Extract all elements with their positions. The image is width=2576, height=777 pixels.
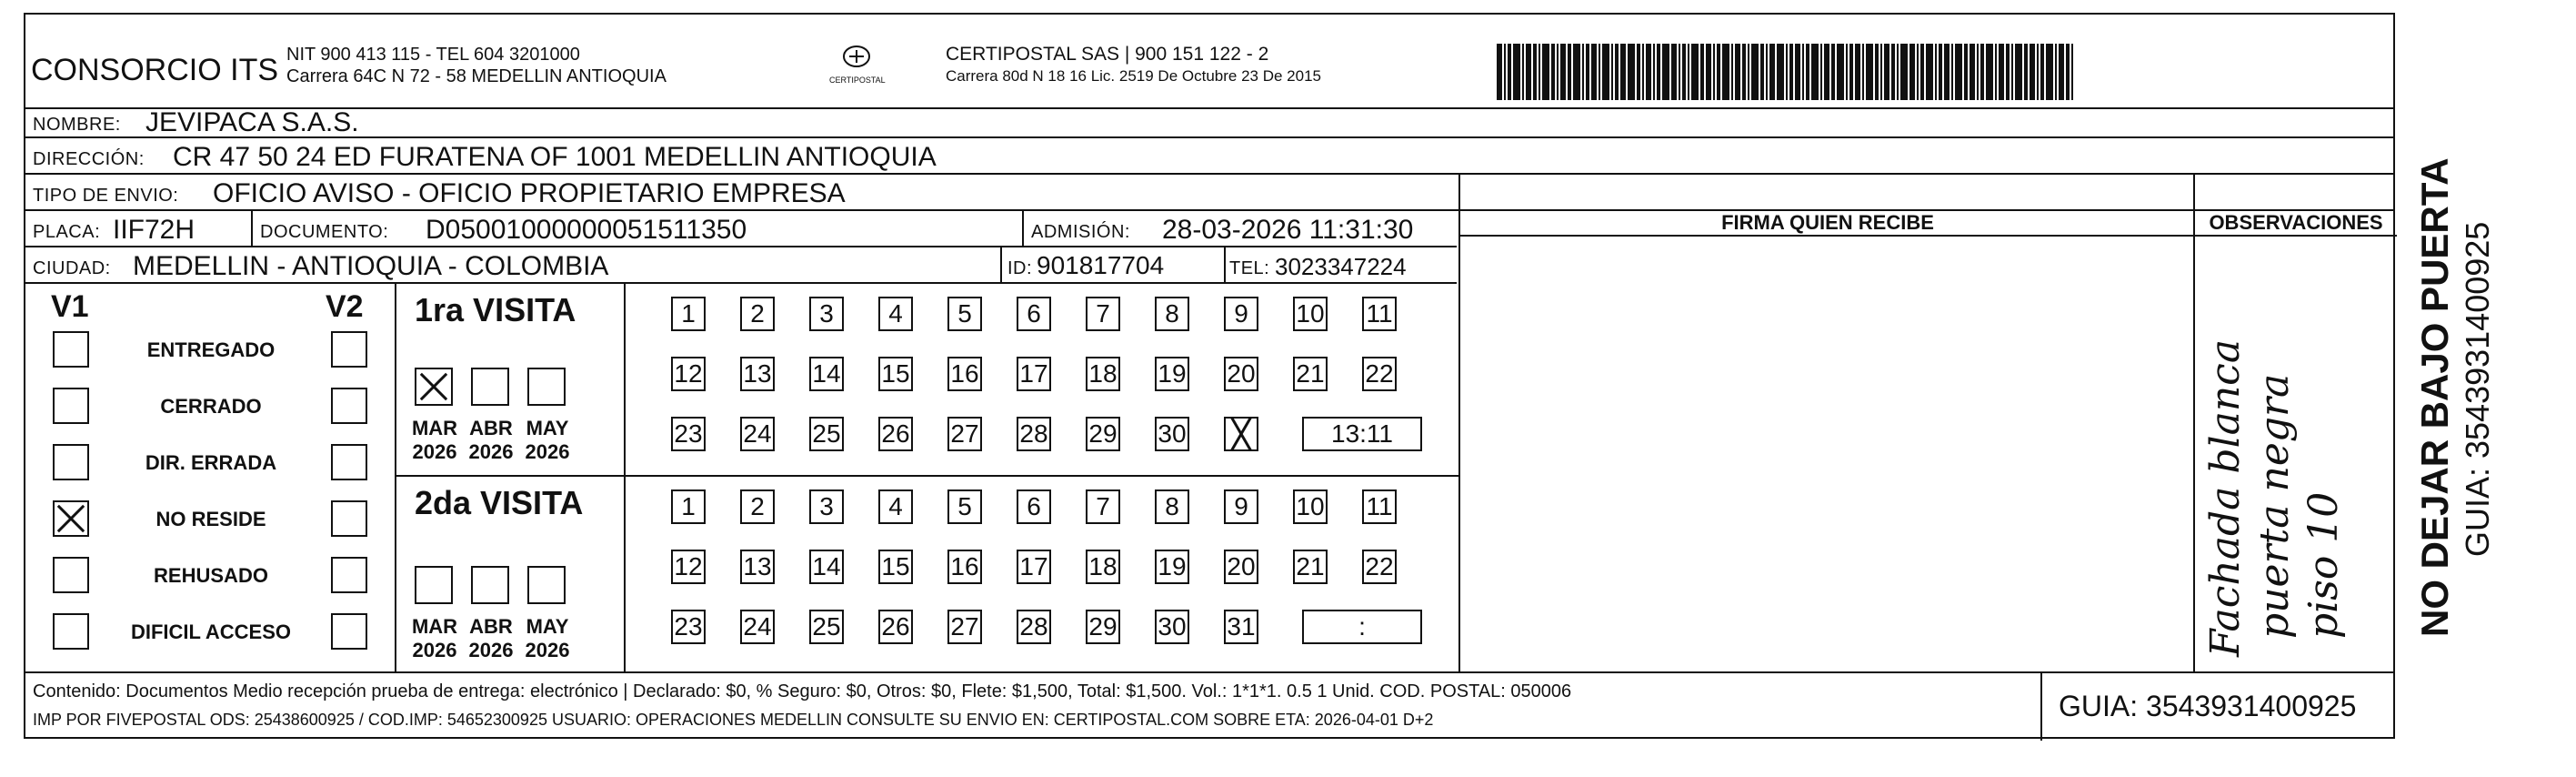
day-box[interactable]: 14 xyxy=(809,357,844,391)
day-box[interactable]: 6 xyxy=(1017,489,1051,524)
barcode-bar xyxy=(1646,44,1651,100)
month-year: 2026 xyxy=(412,639,457,661)
placa-label: PLACA: xyxy=(33,222,101,242)
barcode-bar xyxy=(1722,44,1729,100)
barcode-bar xyxy=(1862,44,1864,100)
month-name: ABR xyxy=(469,417,513,439)
status-v1-checkbox[interactable] xyxy=(53,388,89,424)
day-box[interactable]: 4 xyxy=(878,489,913,524)
status-v1-checkbox[interactable] xyxy=(53,613,89,650)
barcode-bar xyxy=(1620,44,1626,100)
day-box[interactable]: 9 xyxy=(1224,489,1258,524)
barcode-bar xyxy=(1751,44,1759,100)
day-box[interactable]: 16 xyxy=(947,550,982,584)
nombre-value: JEVIPACA S.A.S. xyxy=(145,107,359,137)
month-name: ABR xyxy=(469,615,513,638)
day-box[interactable]: 16 xyxy=(947,357,982,391)
day-box[interactable]: 6 xyxy=(1017,297,1051,331)
month-name: MAY xyxy=(526,615,569,638)
observation-handwriting-1: Fachada blanca xyxy=(2202,338,2249,657)
barcode-bar xyxy=(1802,44,1804,100)
status-block xyxy=(25,284,396,671)
footer-line-2: IMP POR FIVEPOSTAL ODS: 25438600925 / COD.IMP: 54652300925 USUARIO: OPERACIONES MEDELLIN CONSULTE SU ENVIO EN: CERTIPOSTAL.COM SOBRE ETA: 2026-04-01 D+2 xyxy=(33,711,1434,729)
barcode-bar xyxy=(1628,44,1635,100)
status-label: NO RESIDE xyxy=(155,508,266,530)
day-box[interactable]: 15 xyxy=(878,357,913,391)
day-box[interactable] xyxy=(1224,417,1258,451)
day-box[interactable]: 22 xyxy=(1362,357,1397,391)
barcode-bar xyxy=(1582,44,1584,100)
barcode-bar xyxy=(1995,44,1997,100)
month-label xyxy=(464,615,518,662)
ciudad-label: CIUDAD: xyxy=(33,258,111,278)
carrier-line-2: Carrera 80d N 18 16 Lic. 2519 De Octubre 23 De 2015 xyxy=(946,67,1321,85)
documento-label: DOCUMENTO: xyxy=(260,222,389,242)
footer xyxy=(25,671,2395,739)
day-box[interactable]: 28 xyxy=(1017,417,1051,451)
barcode-bar xyxy=(1926,44,1933,100)
barcode-bar xyxy=(1837,44,1844,100)
barcode-bar xyxy=(1504,44,1506,100)
day-box[interactable]: 27 xyxy=(947,417,982,451)
month-year: 2026 xyxy=(412,440,457,463)
nombre-row xyxy=(25,107,2395,138)
barcode-bar xyxy=(1766,44,1768,100)
v1-label: V1 xyxy=(51,289,89,324)
day-box[interactable]: 10 xyxy=(1293,297,1328,331)
observaciones-header: OBSERVACIONES xyxy=(2209,211,2383,234)
month-checkbox[interactable] xyxy=(415,368,453,406)
barcode-bar xyxy=(1891,44,1895,100)
barcode-bar xyxy=(1777,44,1784,100)
barcode-bar xyxy=(1602,44,1609,100)
barcode-bar xyxy=(2071,44,2073,100)
day-box[interactable]: 22 xyxy=(1362,550,1397,584)
barcode-bar xyxy=(1980,44,1984,100)
id-label: ID: xyxy=(1007,258,1033,278)
barcode-bar xyxy=(1977,44,1979,100)
barcode-bar xyxy=(1522,44,1524,100)
month-name: MAR xyxy=(411,615,458,638)
day-box[interactable]: 2 xyxy=(740,489,775,524)
barcode-bar xyxy=(1637,44,1640,100)
barcode-bar xyxy=(1539,44,1540,100)
first-visit-title: 1ra VISITA xyxy=(415,291,576,328)
barcode-bar xyxy=(1599,44,1600,100)
month-year: 2026 xyxy=(468,440,514,463)
month-label xyxy=(464,417,518,464)
barcode-bar xyxy=(2055,44,2057,100)
day-box[interactable]: 19 xyxy=(1155,550,1189,584)
barcode-bar xyxy=(1591,44,1597,100)
barcode-bar xyxy=(1811,44,1819,100)
barcode-bar xyxy=(1951,44,1953,100)
barcode xyxy=(1497,44,2224,100)
visit-time-box[interactable]: : xyxy=(1302,610,1422,644)
admision-value: 28-03-2026 11:31:30 xyxy=(1162,215,1414,245)
barcode-bar xyxy=(1999,44,2004,100)
barcode-bar xyxy=(1542,44,1549,100)
barcode-bar xyxy=(1900,44,1908,100)
company-info xyxy=(286,44,667,87)
barcode-bar xyxy=(1986,44,1993,100)
footer-line-1: Contenido: Documentos Medio recepción prueba de entrega: electrónico | Declarado: $0, % Seguro: $0, Otros: $0, Flete: $1,500, Total: $1,500. Vol.: 1*1*1. 0.5 1 Unid. COD. POSTAL: 050006 xyxy=(33,681,1572,701)
barcode-bar xyxy=(1849,44,1853,100)
day-box[interactable]: 29 xyxy=(1086,417,1120,451)
barcode-bar xyxy=(1671,44,1677,100)
barcode-bar xyxy=(1820,44,1822,100)
barcode-bar xyxy=(1717,44,1720,100)
barcode-bar xyxy=(1964,44,1968,100)
barcode-bar xyxy=(2066,44,2070,100)
day-box[interactable]: 30 xyxy=(1155,610,1189,644)
barcode-bar xyxy=(2037,44,2039,100)
barcode-bar xyxy=(1769,44,1775,100)
day-box[interactable]: 18 xyxy=(1086,550,1120,584)
first-visit-block xyxy=(396,284,1458,477)
month-checkbox[interactable] xyxy=(471,368,509,406)
day-box[interactable]: 29 xyxy=(1086,610,1120,644)
barcode-bar xyxy=(1551,44,1555,100)
barcode-bar xyxy=(1586,44,1589,100)
barcode-bar xyxy=(1875,44,1879,100)
barcode-bar xyxy=(1897,44,1899,100)
barcode-bar xyxy=(1713,44,1715,100)
month-checkbox[interactable] xyxy=(527,368,566,406)
day-box[interactable]: 31 xyxy=(1224,610,1258,644)
day-box[interactable]: 10 xyxy=(1293,489,1328,524)
day-box[interactable]: 1 xyxy=(671,297,706,331)
status-v2-checkbox[interactable] xyxy=(331,331,367,368)
barcode-bar xyxy=(1682,44,1686,100)
day-box[interactable]: 14 xyxy=(809,550,844,584)
barcode-bar xyxy=(1786,44,1788,100)
day-box[interactable]: 13 xyxy=(740,357,775,391)
month-checkbox[interactable] xyxy=(471,566,509,604)
carrier-info xyxy=(946,44,1321,86)
placa-value: IIF72H xyxy=(113,215,195,245)
status-v2-checkbox[interactable] xyxy=(331,388,367,424)
direccion-value: CR 47 50 24 ED FURATENA OF 1001 MEDELLIN ANTIOQUIA xyxy=(173,142,937,172)
day-box[interactable]: 3 xyxy=(809,297,844,331)
barcode-bar xyxy=(2024,44,2028,100)
ciudad-row xyxy=(25,247,1457,284)
day-box[interactable]: 2 xyxy=(740,297,775,331)
status-v2-checkbox[interactable] xyxy=(331,444,367,480)
status-v2-checkbox[interactable] xyxy=(331,557,367,593)
barcode-bar xyxy=(1748,44,1749,100)
tipo-label: TIPO DE ENVIO: xyxy=(33,186,179,206)
certipostal-logo-icon xyxy=(837,44,877,73)
visit-time-box[interactable]: 13:11 xyxy=(1302,417,1422,451)
status-label: DIR. ERRADA xyxy=(145,451,277,474)
barcode-bar xyxy=(1742,44,1746,100)
barcode-bar xyxy=(1642,44,1644,100)
barcode-bar xyxy=(1735,44,1740,100)
day-box[interactable]: 1 xyxy=(671,489,706,524)
status-label: DIFICIL ACCESO xyxy=(130,621,291,643)
barcode-bar xyxy=(2040,44,2044,100)
month-name: MAR xyxy=(411,417,458,439)
month-name: MAY xyxy=(526,417,569,439)
barcode-bar xyxy=(1824,44,1829,100)
status-label: CERRADO xyxy=(160,395,262,418)
month-year: 2026 xyxy=(525,440,570,463)
barcode-bar xyxy=(1760,44,1764,100)
barcode-bar xyxy=(1691,44,1699,100)
day-box[interactable]: 20 xyxy=(1224,357,1258,391)
month-year: 2026 xyxy=(525,639,570,661)
day-box[interactable]: 24 xyxy=(740,610,775,644)
observation-handwriting-2: puerta negra xyxy=(2251,373,2298,639)
barcode-bar xyxy=(1568,44,1571,100)
placa-row xyxy=(25,211,1457,247)
status-v2-checkbox[interactable] xyxy=(331,500,367,537)
side-guia: GUIA: 3543931400925 xyxy=(2459,221,2496,557)
day-box[interactable]: 15 xyxy=(878,550,913,584)
day-box[interactable]: 3 xyxy=(809,489,844,524)
second-visit-block xyxy=(396,477,1458,671)
status-v2-checkbox[interactable] xyxy=(331,613,367,650)
month-label xyxy=(520,417,575,464)
day-box[interactable]: 21 xyxy=(1293,550,1328,584)
barcode-bar xyxy=(1884,44,1889,100)
barcode-bar xyxy=(1560,44,1566,100)
barcode-bar xyxy=(1831,44,1835,100)
day-box[interactable]: 30 xyxy=(1155,417,1189,451)
day-box[interactable]: 11 xyxy=(1362,297,1397,331)
barcode-bar xyxy=(1909,44,1915,100)
day-box[interactable]: 17 xyxy=(1017,550,1051,584)
id-value: 901817704 xyxy=(1037,251,1165,279)
day-box[interactable]: 24 xyxy=(740,417,775,451)
barcode-bar xyxy=(1573,44,1580,100)
barcode-bar xyxy=(1700,44,1704,100)
carrier-line-1: CERTIPOSTAL SAS | 900 151 122 - 2 xyxy=(946,44,1269,65)
status-v1-checkbox[interactable] xyxy=(53,500,89,537)
day-box[interactable]: 12 xyxy=(671,357,706,391)
day-box[interactable]: 25 xyxy=(809,417,844,451)
nombre-label: NOMBRE: xyxy=(33,115,121,135)
day-box[interactable]: 23 xyxy=(671,610,706,644)
barcode-bar xyxy=(1497,44,1502,100)
day-box[interactable]: 12 xyxy=(671,550,706,584)
barcode-bar xyxy=(1706,44,1711,100)
day-box[interactable]: 20 xyxy=(1224,550,1258,584)
barcode-bar xyxy=(1662,44,1669,100)
barcode-bar xyxy=(2059,44,2064,100)
logo-text: CERTIPOSTAL xyxy=(829,76,886,85)
day-box[interactable]: 26 xyxy=(878,610,913,644)
barcode-bar xyxy=(1657,44,1660,100)
firma-header: FIRMA QUIEN RECIBE xyxy=(1721,211,1934,234)
v2-label: V2 xyxy=(326,289,364,324)
barcode-bar xyxy=(1866,44,1873,100)
barcode-bar xyxy=(1944,44,1950,100)
month-label xyxy=(520,615,575,662)
month-checkbox[interactable] xyxy=(527,566,566,604)
status-v1-checkbox[interactable] xyxy=(53,557,89,593)
day-box[interactable]: 5 xyxy=(947,297,982,331)
day-box[interactable]: 27 xyxy=(947,610,982,644)
barcode-bar xyxy=(1855,44,1860,100)
barcode-bar xyxy=(1557,44,1559,100)
day-box[interactable]: 8 xyxy=(1155,489,1189,524)
day-box[interactable]: 28 xyxy=(1017,610,1051,644)
barcode-bar xyxy=(1533,44,1537,100)
barcode-bar xyxy=(1846,44,1848,100)
direccion-label: DIRECCIÓN: xyxy=(33,149,145,169)
barcode-bar xyxy=(2006,44,2010,100)
day-box[interactable]: 7 xyxy=(1086,489,1120,524)
day-box[interactable]: 13 xyxy=(740,550,775,584)
month-label xyxy=(407,417,462,464)
barcode-bar xyxy=(1806,44,1809,100)
day-box[interactable]: 11 xyxy=(1362,489,1397,524)
month-year: 2026 xyxy=(468,639,514,661)
barcode-bar xyxy=(2011,44,2013,100)
month-label xyxy=(407,615,462,662)
direccion-row xyxy=(25,138,2395,175)
day-box[interactable]: 7 xyxy=(1086,297,1120,331)
barcode-bar xyxy=(1679,44,1680,100)
day-box[interactable]: 26 xyxy=(878,417,913,451)
barcode-bar xyxy=(1955,44,1962,100)
barcode-bar xyxy=(1615,44,1619,100)
day-box[interactable]: 19 xyxy=(1155,357,1189,391)
firma-column xyxy=(1458,175,2193,671)
barcode-bar xyxy=(2046,44,2053,100)
barcode-bar xyxy=(1731,44,1733,100)
barcode-bar xyxy=(1795,44,1800,100)
barcode-bar xyxy=(1688,44,1689,100)
admision-label: ADMISIÓN: xyxy=(1031,222,1130,242)
status-label: REHUSADO xyxy=(154,564,268,587)
day-box[interactable]: 21 xyxy=(1293,357,1328,391)
company-line-1: NIT 900 413 115 - TEL 604 3201000 xyxy=(286,45,580,65)
month-checkbox[interactable] xyxy=(415,566,453,604)
day-box[interactable]: 4 xyxy=(878,297,913,331)
day-box[interactable]: 9 xyxy=(1224,297,1258,331)
second-visit-title: 2da VISITA xyxy=(415,484,584,521)
day-box[interactable]: 25 xyxy=(809,610,844,644)
day-box[interactable]: 8 xyxy=(1155,297,1189,331)
day-box[interactable]: 23 xyxy=(671,417,706,451)
status-v1-checkbox[interactable] xyxy=(53,444,89,480)
barcode-bar xyxy=(1513,44,1520,100)
logo xyxy=(829,44,884,85)
documento-value: D05001000000051511350 xyxy=(426,215,747,245)
tel-label: TEL: xyxy=(1229,258,1270,278)
status-label: ENTREGADO xyxy=(146,338,276,361)
day-box[interactable]: 17 xyxy=(1017,357,1051,391)
barcode-bar xyxy=(1653,44,1655,100)
barcode-bar xyxy=(1611,44,1613,100)
barcode-bar xyxy=(1789,44,1793,100)
footer-guia: GUIA: 3543931400925 xyxy=(2059,690,2357,722)
barcode-bar xyxy=(1935,44,1937,100)
barcode-bar xyxy=(1880,44,1882,100)
barcode-bar xyxy=(1970,44,1975,100)
side-warning: NO DEJAR BAJO PUERTA xyxy=(2413,157,2456,637)
observation-handwriting-3: piso 10 xyxy=(2300,491,2347,639)
barcode-bar xyxy=(1526,44,1531,100)
barcode-bar xyxy=(2030,44,2035,100)
ciudad-value: MEDELLIN - ANTIOQUIA - COLOMBIA xyxy=(133,251,609,281)
company-name: CONSORCIO ITS xyxy=(31,53,279,87)
day-box[interactable]: 5 xyxy=(947,489,982,524)
barcode-bar xyxy=(1920,44,1924,100)
status-v1-checkbox[interactable] xyxy=(53,331,89,368)
barcode-bar xyxy=(1508,44,1511,100)
observaciones-column xyxy=(2193,175,2395,671)
company-line-2: Carrera 64C N 72 - 58 MEDELLIN ANTIOQUIA xyxy=(286,66,667,86)
barcode-bar xyxy=(1917,44,1919,100)
barcode-bar xyxy=(2015,44,2022,100)
tel-value: 3023347224 xyxy=(1275,253,1407,280)
day-box[interactable]: 18 xyxy=(1086,357,1120,391)
tipo-value: OFICIO AVISO - OFICIO PROPIETARIO EMPRESA xyxy=(213,178,846,208)
barcode-bar xyxy=(1939,44,1942,100)
